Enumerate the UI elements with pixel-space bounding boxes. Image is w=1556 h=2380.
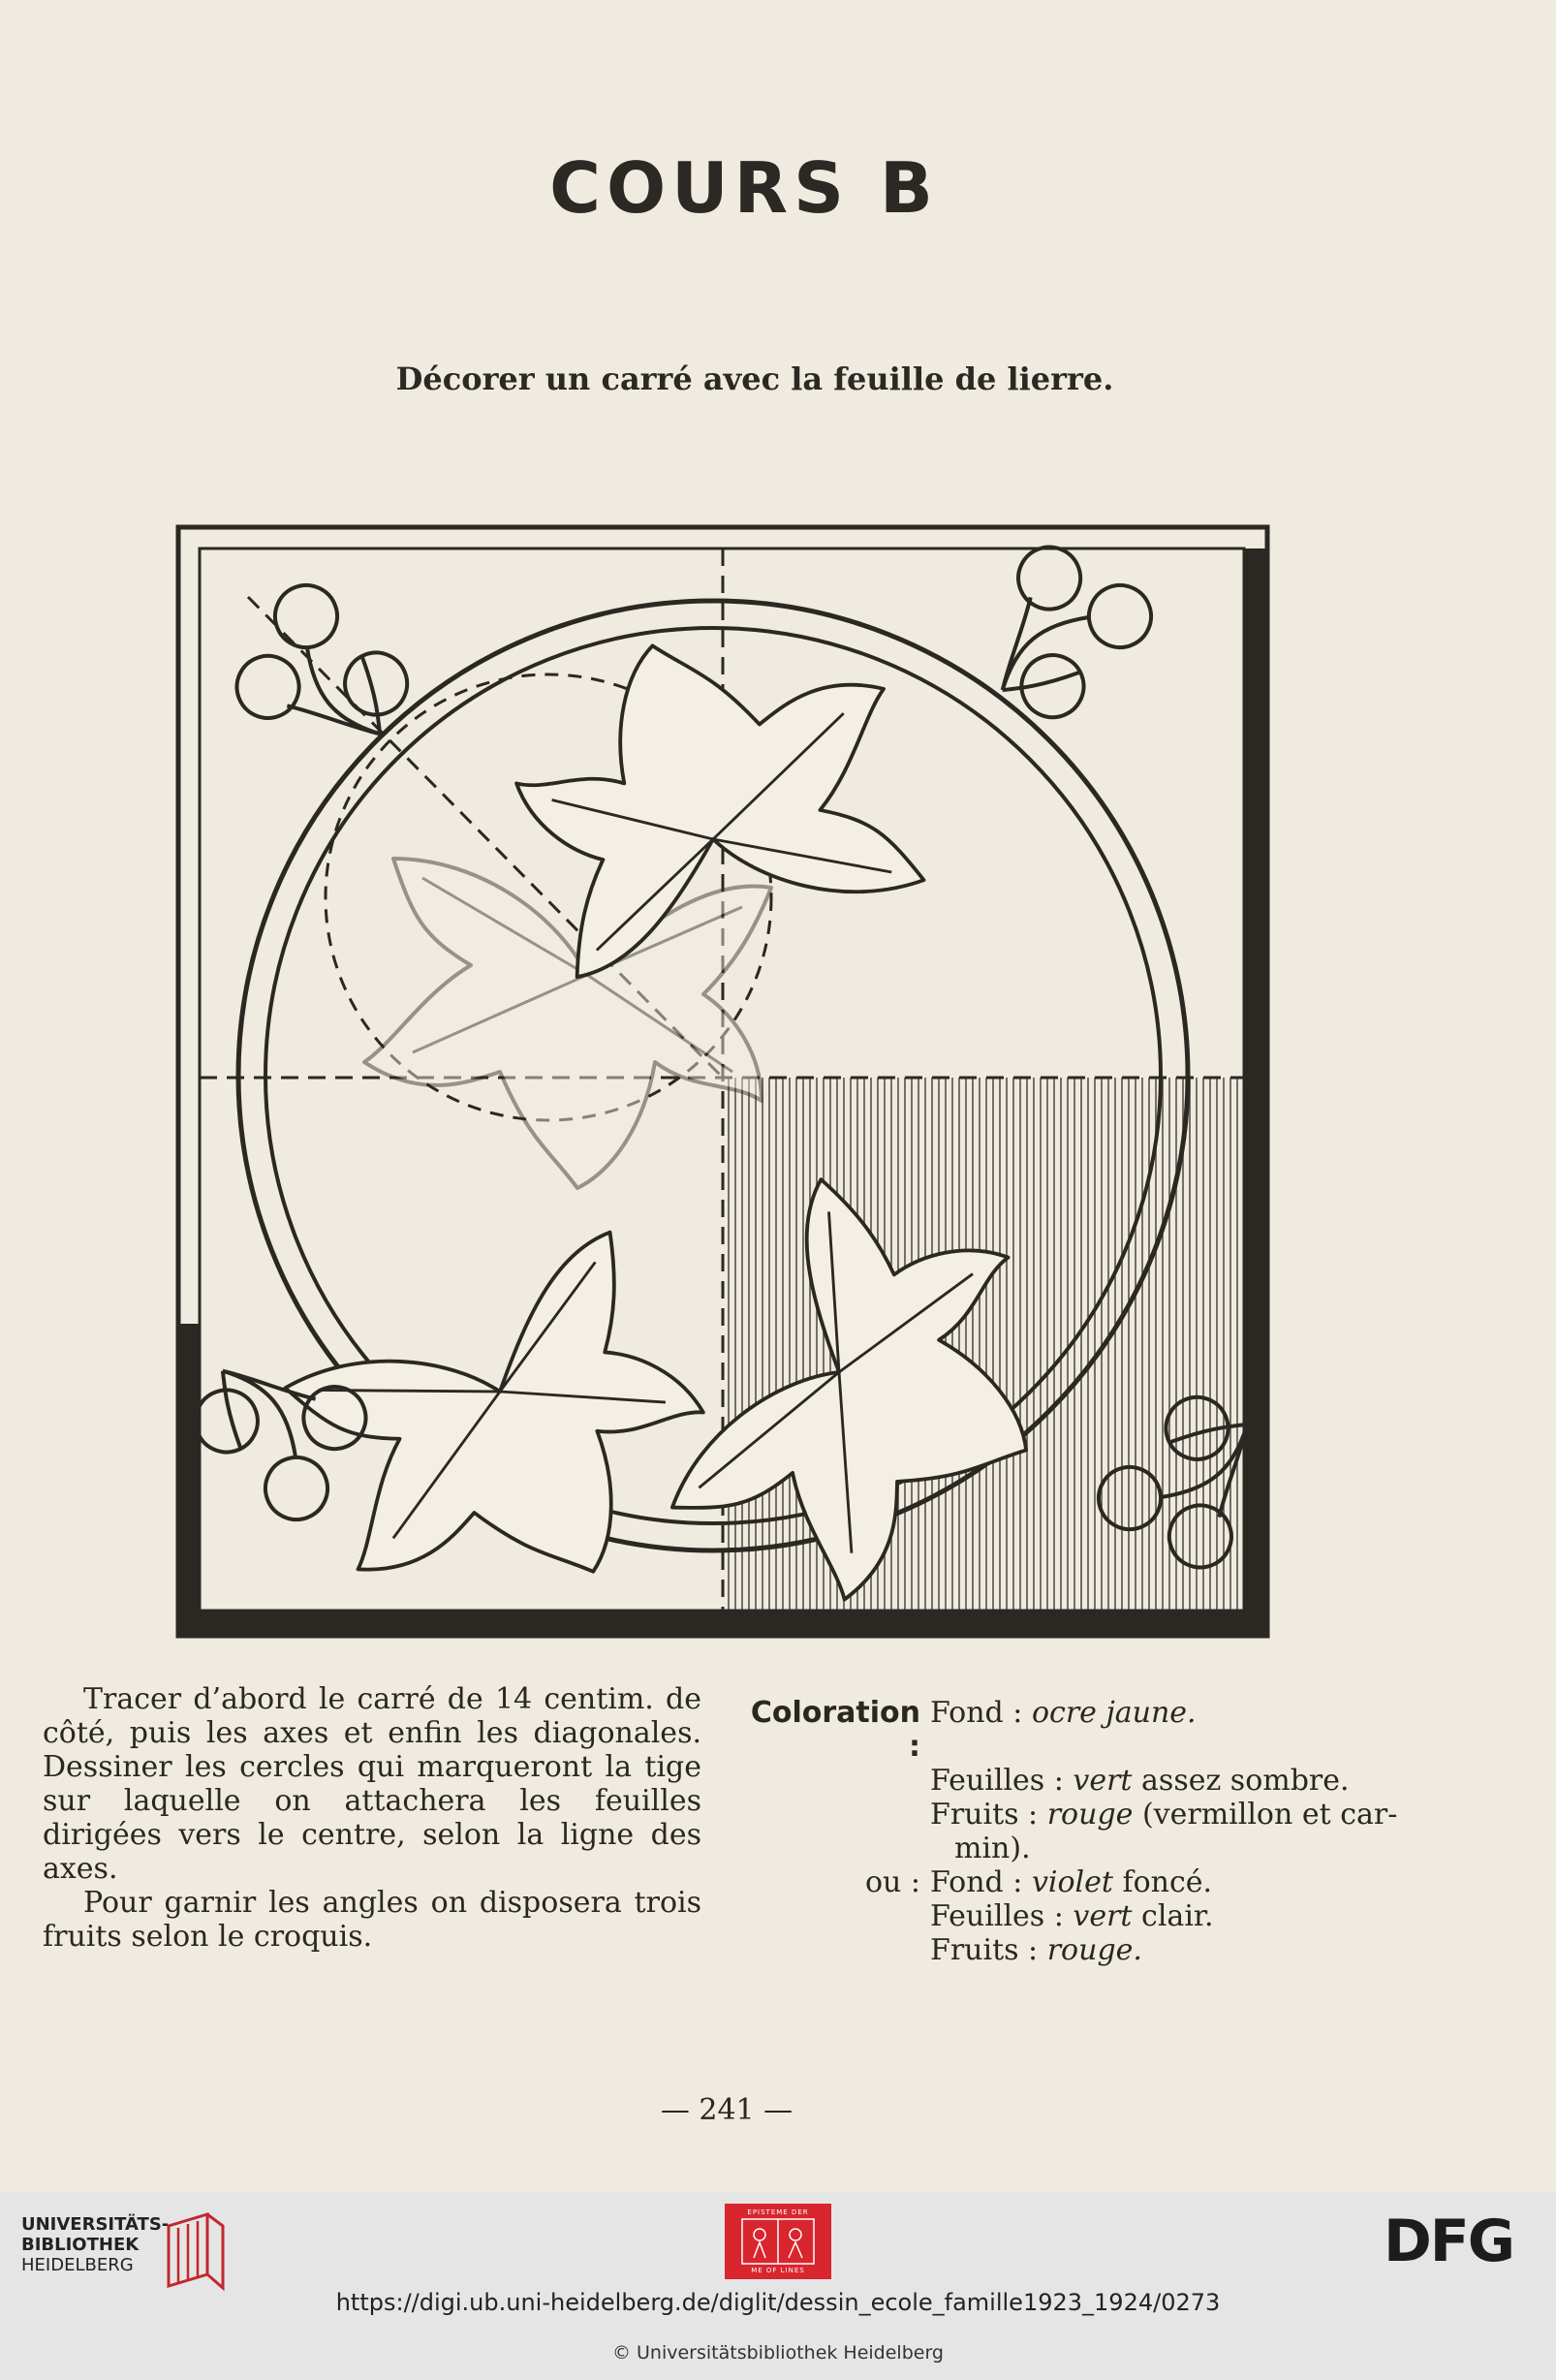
page-subtitle: Décorer un carré avec la feuille de lierre. <box>395 360 1114 397</box>
library-mark-icon <box>159 2207 236 2294</box>
fruits-continuation: min). <box>954 1832 1031 1865</box>
feuilles-label-2: Feuilles : <box>930 1899 1064 1933</box>
coloration-row-feuilles-1 <box>736 1764 1415 1798</box>
instructions-text <box>43 1682 701 1954</box>
fruits-label: Fruits : <box>930 1798 1039 1832</box>
fond-label-2: Fond : <box>930 1865 1023 1899</box>
coloration-row-fond-1 <box>736 1696 1415 1764</box>
coloration-row-feuilles-2 <box>736 1899 1415 1933</box>
page-title: COURS B <box>549 147 939 229</box>
feuilles-value: vert <box>1073 1764 1133 1798</box>
page-number: — 241 — <box>660 2093 794 2127</box>
library-line-3: HEIDELBERG <box>21 2255 134 2275</box>
coloration-label: Coloration : <box>750 1696 920 1764</box>
or-label: ou : <box>864 1865 920 1899</box>
dfg-text: DFG <box>1384 2208 1514 2275</box>
ivy-square-illustration <box>171 519 1275 1644</box>
feuilles-suffix: assez sombre. <box>1141 1764 1350 1798</box>
fond-value-2: violet <box>1031 1865 1113 1899</box>
instructions-paragraph-2: Pour garnir les angles on disposera trois fruits selon le croquis. <box>43 1886 701 1954</box>
university-library-logo[interactable] <box>21 2214 234 2292</box>
coloration-row-fond-2 <box>736 1865 1415 1899</box>
coloration-row-fruits-2 <box>736 1933 1415 1967</box>
episteme-line-1: EPISTEME DER <box>747 2208 809 2216</box>
feuilles-value-2: vert <box>1073 1899 1133 1933</box>
fruits-value: rouge <box>1046 1798 1134 1832</box>
feuilles-label: Feuilles : <box>930 1764 1064 1798</box>
fond-label: Fond : <box>930 1696 1023 1730</box>
instructions-paragraph-1: Tracer d’abord le carré de 14 centim. de côté, puis les axes et enfin les diagonales. Dessiner les cercles qui marqueront la tige sur laquelle on attachera les feuilles dirigées vers le centre, selon la ligne des axes. <box>43 1682 701 1886</box>
fond-suffix-2: foncé. <box>1122 1865 1213 1899</box>
coloration-row-fruits-1 <box>736 1798 1415 1832</box>
coloration-block <box>736 1696 1415 1967</box>
fruits-label-2: Fruits : <box>930 1933 1039 1967</box>
episteme-line-2: ME OF LINES <box>751 2267 805 2274</box>
library-line-2: BIBLIOTHEK <box>21 2235 140 2255</box>
permalink-url[interactable]: https://digi.ub.uni-heidelberg.de/diglit/dessin_ecole_famille1923_1924/0273 <box>335 2289 1221 2316</box>
library-line-1: UNIVERSITÄTS- <box>21 2214 170 2235</box>
copyright-notice: © Universitätsbibliothek Heidelberg <box>611 2342 944 2364</box>
feuilles-suffix-2: clair. <box>1141 1899 1214 1933</box>
fruits-value-2: rouge. <box>1046 1933 1142 1967</box>
fond-value: ocre jaune. <box>1031 1696 1197 1730</box>
episteme-logo[interactable] <box>725 2204 831 2279</box>
fruits-suffix: (vermillon et car- <box>1141 1798 1398 1832</box>
dfg-logo[interactable] <box>1384 2209 1539 2273</box>
